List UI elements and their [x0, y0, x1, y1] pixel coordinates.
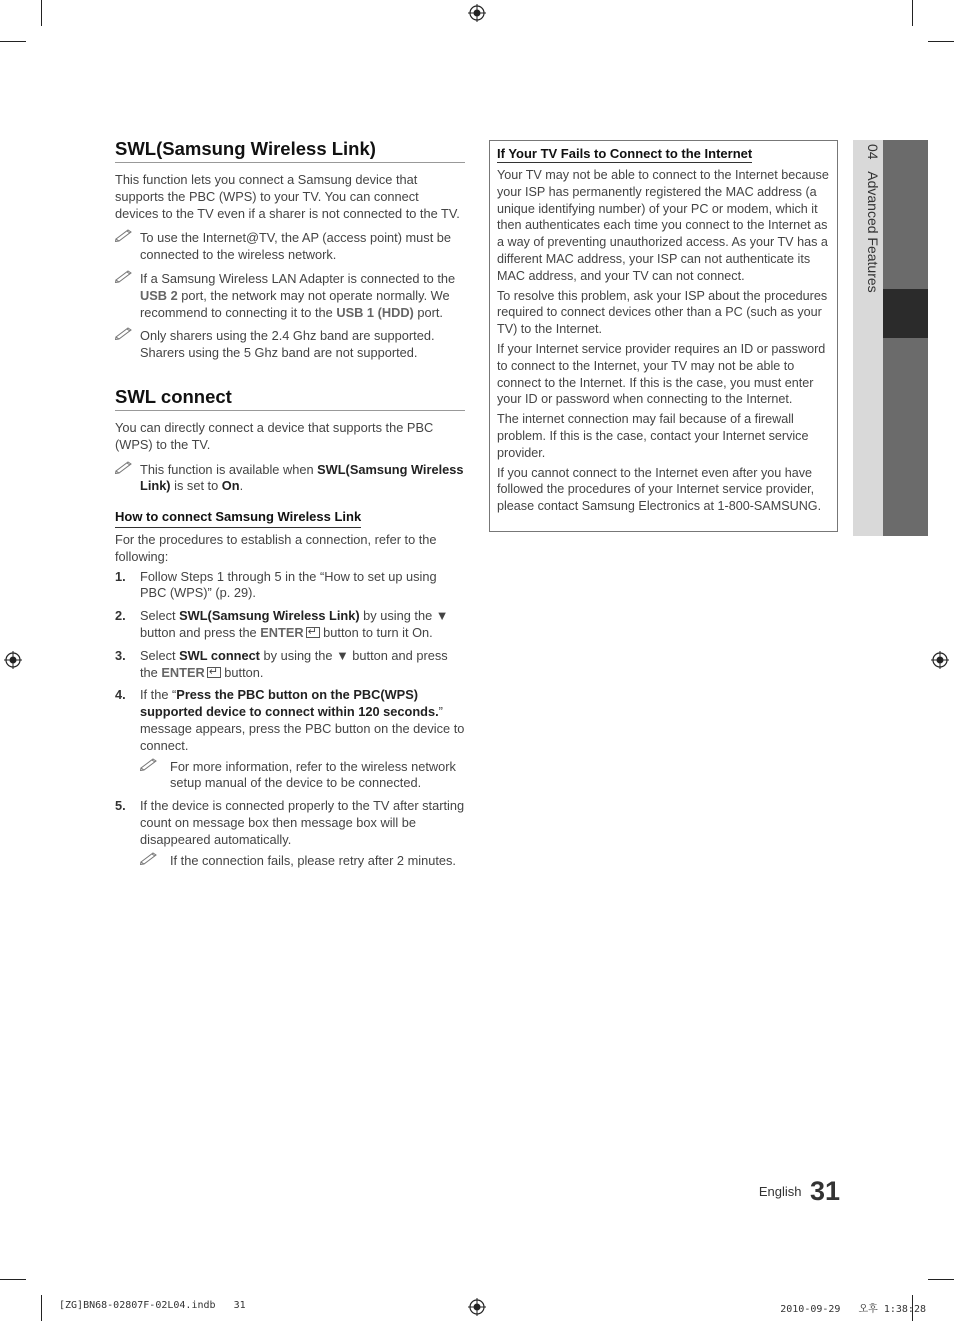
- side-tab-dark-bottom: [883, 338, 928, 536]
- box-paragraph: If your Internet service provider requires an ID or password to connect to the Internet, your TV may not be able to connect to the Internet. If this is the case, you must enter your ID or password when connecting to the Internet.: [497, 341, 826, 407]
- crop-mark: [41, 0, 42, 26]
- crop-mark: [928, 1279, 954, 1280]
- step-text: by using the ▼ button and press the: [140, 608, 449, 640]
- side-tab-active: [883, 289, 928, 338]
- step-text: button to turn it On.: [319, 624, 433, 640]
- section-connect-heading: [115, 386, 465, 411]
- step-text: Select: [140, 608, 180, 624]
- procedure-intro: For the procedures to establish a connection, refer to the following:: [115, 531, 437, 564]
- info-box: [489, 140, 838, 532]
- note-item: [115, 271, 465, 321]
- step-text: ” message appears, press the PBC button on the device to connect.: [140, 704, 465, 753]
- note-item: [115, 328, 465, 362]
- crop-mark: [0, 1279, 26, 1280]
- page-footer: [700, 1176, 840, 1212]
- step-number: 3.: [115, 647, 126, 663]
- menu-name: SWL(Samsung Wireless Link): [179, 608, 360, 624]
- note-text: is set to: [170, 478, 222, 494]
- crop-mark: [0, 41, 26, 42]
- note-text: Only sharers using the 2.4 Ghz band are supported. Sharers using the 5 Ghz band are not supported.: [140, 328, 435, 361]
- note-text: To use the Internet@TV, the AP (access point) must be connected to the wireless network.: [140, 230, 452, 263]
- box-paragraph: Your TV may not be able to connect to the Internet because your ISP has permanently registered the MAC address (a unique identifying number) of your PC or modem, which it then authenticates each time you connect to the Internet as a way of preventing unauthorized access. As your TV has a different MAC address, your ISP can not authenticate its MAC address, and your TV can not connect.: [497, 168, 829, 283]
- box-paragraph: If you cannot connect to the Internet even after you have followed the procedures of your Internet service provider, please contact Samsung Electronics at 1-800-SAMSUNG.: [497, 465, 822, 514]
- crop-mark: [928, 41, 954, 42]
- note-pencil-icon: [115, 269, 135, 283]
- step-text: button.: [220, 664, 264, 680]
- chapter-title: Advanced Features: [865, 171, 881, 293]
- note-pencil-icon: [115, 460, 135, 474]
- step-text: Select: [140, 647, 180, 663]
- page-number: 31: [809, 1176, 840, 1206]
- note-item: [140, 759, 465, 793]
- note-text: port.: [413, 304, 443, 320]
- swl-label: SWL(Samsung Wireless Link): [140, 461, 464, 494]
- registration-mark-icon: [468, 4, 486, 22]
- step-number: 1.: [115, 568, 126, 584]
- section-title: SWL connect: [115, 385, 232, 407]
- footer-language: English: [758, 1184, 802, 1199]
- print-timestamp: 2010-09-29 오후 1:38:28: [780, 1304, 926, 1315]
- usb1-label: USB 1 (HDD): [336, 304, 414, 320]
- step-number: 4.: [115, 687, 126, 703]
- enter-icon: [207, 667, 221, 678]
- step-text: If the “: [140, 687, 177, 703]
- note-text: .: [239, 478, 244, 494]
- crop-mark: [41, 1295, 42, 1321]
- crop-mark: [912, 0, 913, 26]
- step-number: 2.: [115, 608, 126, 624]
- box-paragraph: The internet connection may fail because of a firewall problem. If this is the case, contact your Internet service provider.: [497, 412, 809, 460]
- box-paragraph: To resolve this problem, ask your ISP about the procedures required to connect devices other than a PC (such as your TV) to the Internet.: [497, 288, 828, 337]
- note-pencil-icon: [115, 326, 135, 340]
- note-pencil-icon: [140, 757, 160, 771]
- file-info: [ZG]BN68-02807F-02L04.indb 31: [59, 1300, 246, 1311]
- section-intro: This function lets you connect a Samsung device that supports the PBC (WPS) to your TV. You can connect devices to the TV even if a sharer is not connected to the TV.: [115, 172, 460, 221]
- registration-mark-icon: [468, 1298, 486, 1316]
- note-item: [140, 853, 465, 870]
- message-text: Press the PBC button on the PBC(WPS) supported device to connect within 120 seconds.: [140, 687, 439, 720]
- note-text: port, the network may not operate normally. We recommend to connecting it to the: [140, 287, 450, 320]
- section-swl-heading: [115, 138, 465, 163]
- usb2-label: USB 2: [140, 287, 178, 303]
- enter-icon: [306, 627, 320, 638]
- note-item: [115, 462, 465, 496]
- section-title: SWL(Samsung Wireless Link): [115, 138, 376, 159]
- registration-mark-icon: [4, 651, 22, 669]
- note-text: For more information, refer to the wireless network setup manual of the device to be connected.: [170, 758, 456, 791]
- on-label: On: [221, 478, 240, 494]
- step-item: [115, 648, 465, 682]
- enter-key-label: ENTER: [260, 624, 304, 640]
- section-intro: You can directly connect a device that supports the PBC (WPS) to the TV.: [115, 419, 434, 452]
- side-tab-label: [853, 140, 883, 390]
- menu-name: SWL connect: [179, 647, 260, 663]
- side-tab-dark-top: [883, 140, 928, 289]
- left-column: [115, 138, 465, 875]
- note-item: [115, 230, 465, 264]
- note-text: This function is available when: [140, 461, 318, 477]
- step-item: [115, 687, 465, 792]
- note-pencil-icon: [115, 228, 135, 242]
- note-text: If the connection fails, please retry after 2 minutes.: [170, 852, 456, 868]
- chapter-number: 04: [865, 144, 881, 160]
- step-text: Follow Steps 1 through 5 in the “How to set up using PBC (WPS)” (p. 29).: [140, 568, 437, 601]
- step-number: 5.: [115, 798, 126, 814]
- subheading: How to connect Samsung Wireless Link: [115, 509, 361, 528]
- step-item: [115, 569, 465, 603]
- registration-mark-icon: [931, 651, 949, 669]
- step-text: If the device is connected properly to the TV after starting count on message box then message box will be disappeared automatically.: [140, 798, 465, 847]
- note-text: If a Samsung Wireless LAN Adapter is connected to the: [140, 270, 456, 286]
- note-pencil-icon: [140, 851, 160, 865]
- step-text: by using the ▼ button and press the: [140, 647, 448, 680]
- box-title: If Your TV Fails to Connect to the Internet: [497, 146, 753, 161]
- step-item: [115, 798, 465, 869]
- step-item: [115, 608, 465, 642]
- enter-key-label: ENTER: [161, 664, 205, 680]
